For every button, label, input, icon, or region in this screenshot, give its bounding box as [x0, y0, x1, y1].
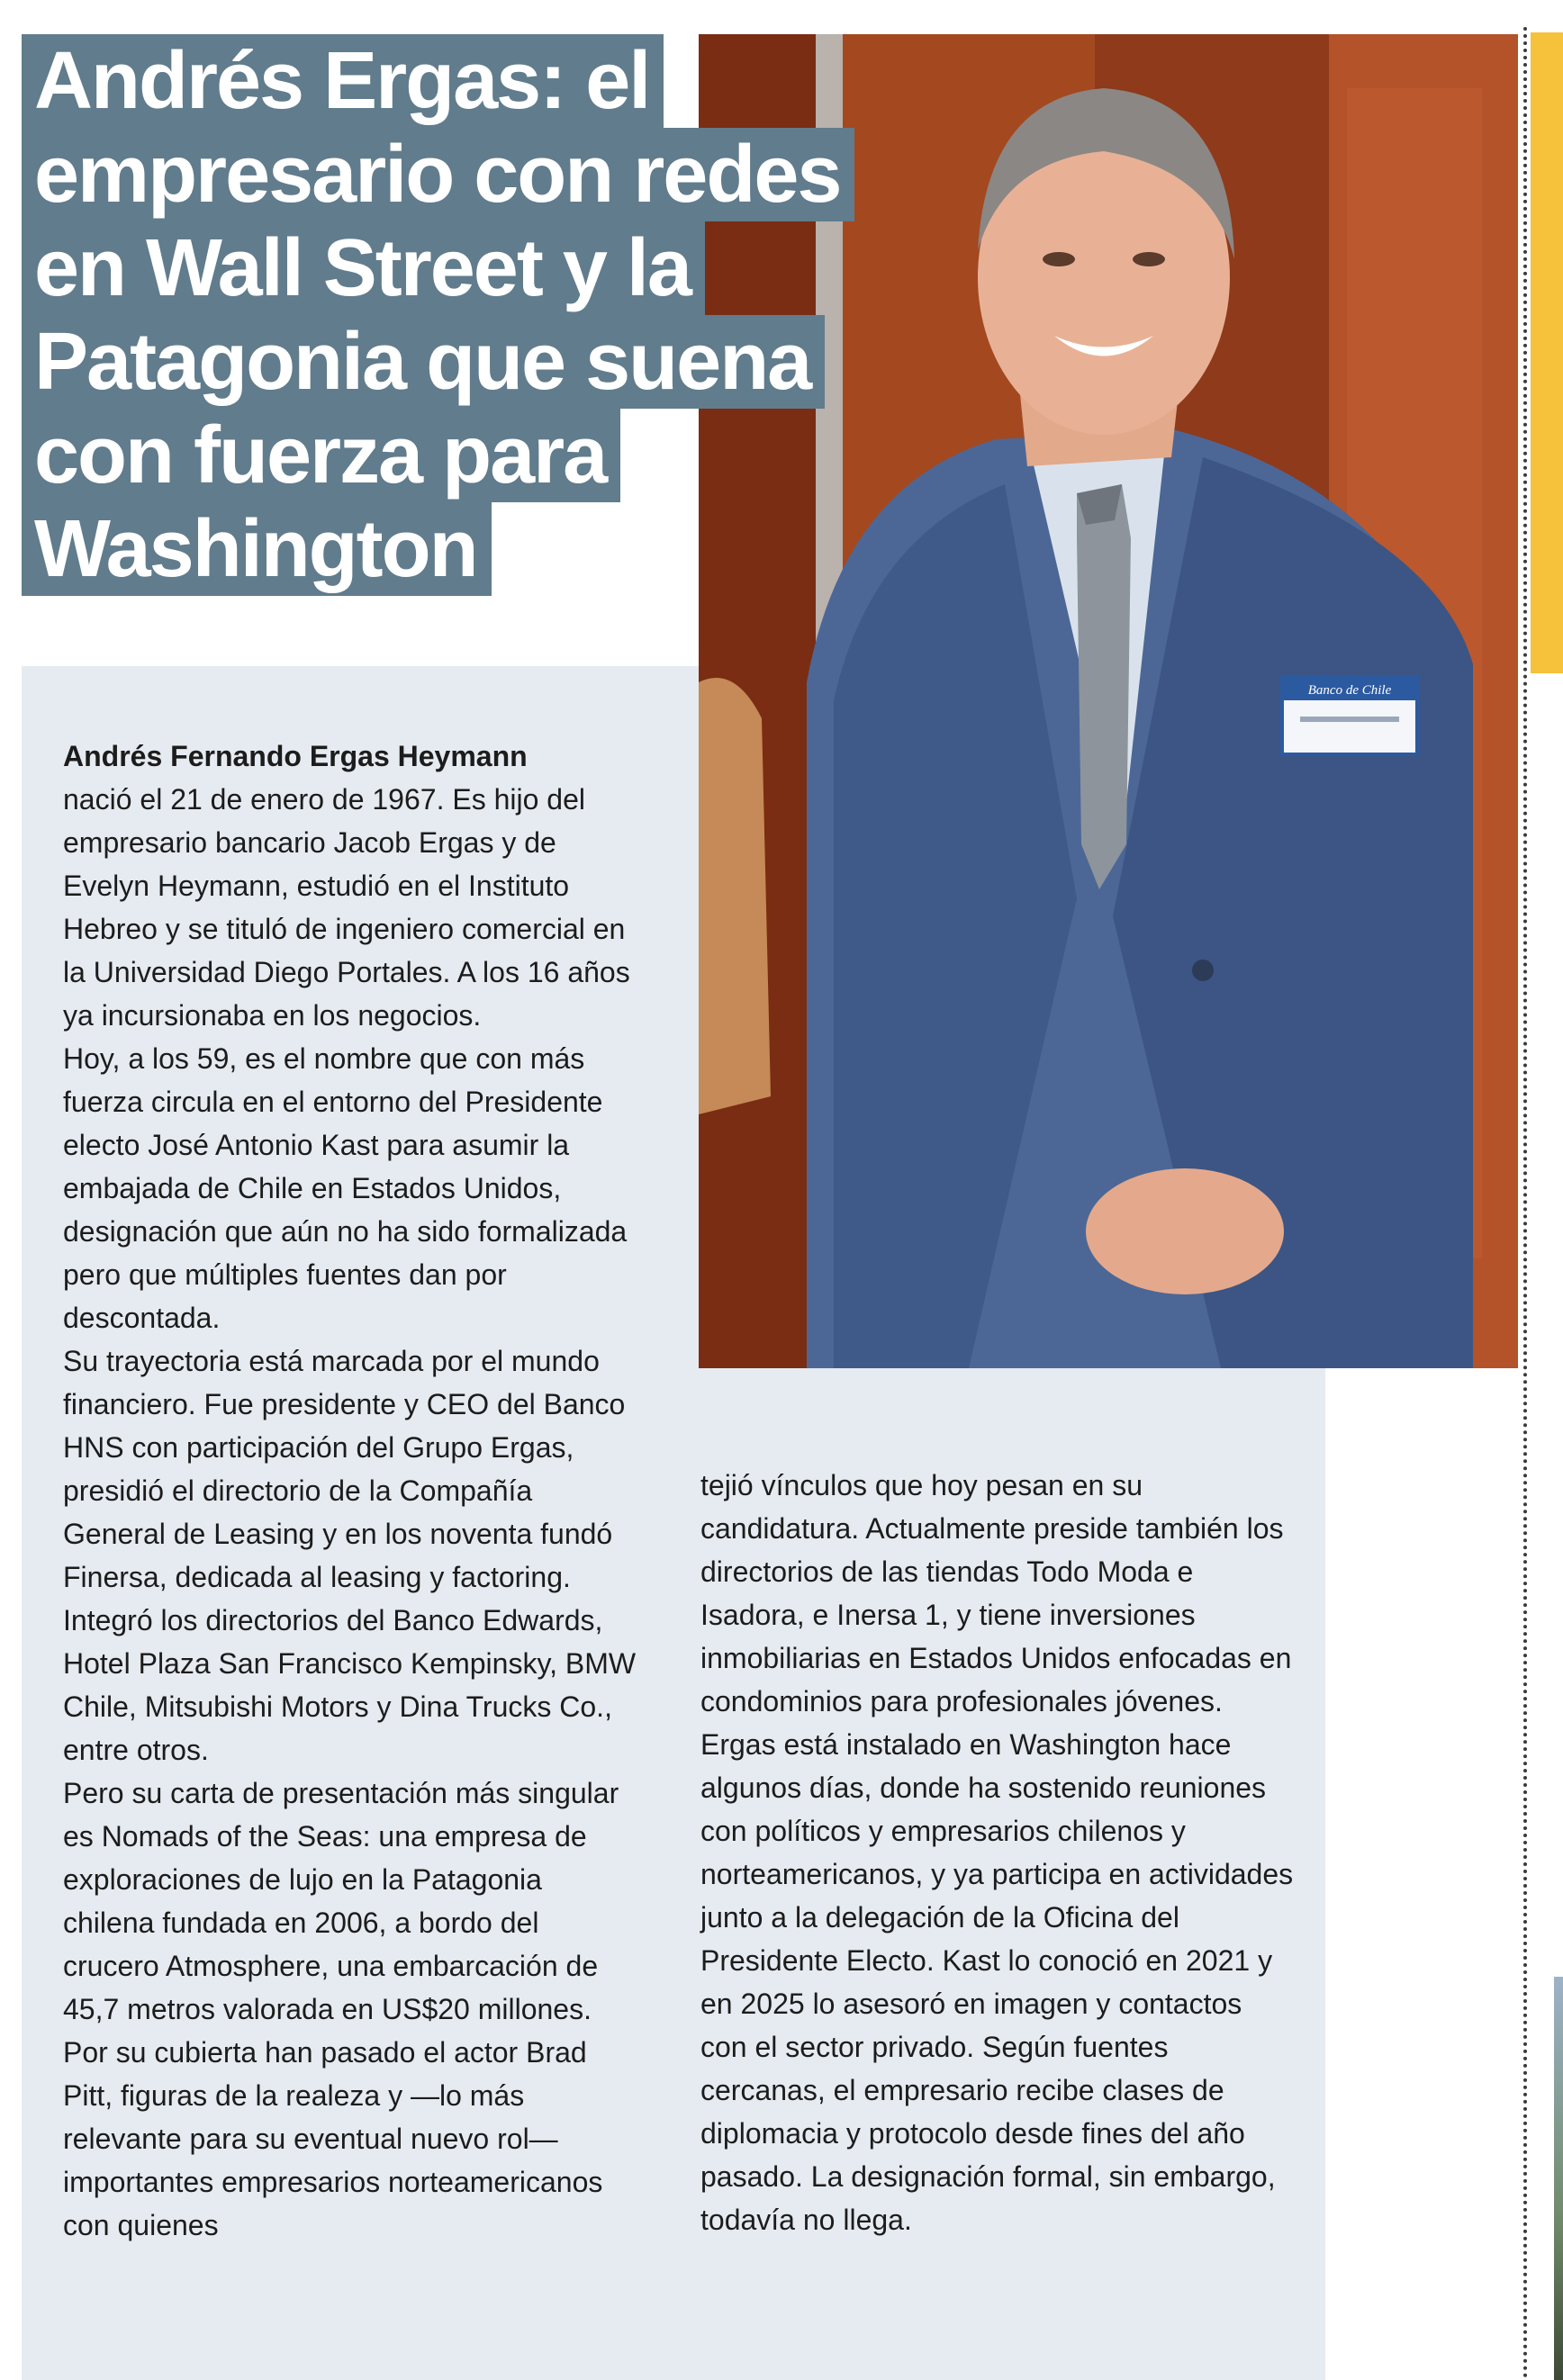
paragraph: Hoy, a los 59, es el nombre que con más fuerza circula en el entorno del Presidente electo José Antonio Kast para asumir la embajada de Chile en Estados Unidos, designación que aún no ha sido formalizada pero que múltiples fuentes dan por descontada. — [63, 1042, 628, 1334]
badge-text: Banco de Chile — [1307, 683, 1392, 698]
headline-line-2: empresario con redes — [22, 128, 854, 221]
paragraph: Pero su carta de presentación más singular es Nomads of the Seas: una empresa de exploraciones de lujo en la Patagonia chilena fundada en 2006, a bordo del crucero Atmosphere, una embarcación de 45,7 metros valorada en US$20 millones. Por su cubierta han pasado el actor Brad Pitt, figuras de la realeza y —lo más relevante para su eventual nuevo rol— importantes empresarios norteamericanos con quienes — [63, 1777, 619, 2241]
headline-line-3: en Wall Street y la — [22, 221, 705, 315]
headline-line-4: Patagonia que suena — [22, 315, 825, 409]
article-column-2 — [700, 1464, 1295, 2241]
adjacent-box-strip — [1531, 32, 1563, 673]
headline — [22, 34, 854, 596]
paragraph-text: nació el 21 de enero de 1967. Es hijo del empresario bancario Jacob Ergas y de Evelyn Heymann, estudió en el Instituto Hebreo y se tituló de ingeniero comercial en la Universidad Diego Portales. A los 16 años ya incursionaba en los negocios. — [63, 783, 630, 1032]
paragraph: tejió vínculos que hoy pesan en su candidatura. Actualmente preside también los directorios de las tiendas Todo Moda e Isadora, e Inersa 1, y tiene inversiones inmobiliarias en Estados Unidos enfocadas en condominios para profesionales jóvenes. — [700, 1469, 1292, 1717]
headline-line-1: Andrés Ergas: el — [22, 34, 664, 128]
paragraph: Su trayectoria está marcada por el mundo financiero. Fue presidente y CEO del Banco HNS con participación del Grupo Ergas, presidió el directorio de la Compañía General de Leasing y en los noventa fundó Finersa, dedicada al leasing y factoring. Integró los directorios del Banco Edwards, Hotel Plaza San Francisco Kempinsky, BMW Chile, Mitsubishi Motors y Dina Trucks Co., entre otros. — [63, 1345, 637, 1766]
headline-line-5: con fuerza para — [22, 409, 620, 502]
headline-line-6: Washington — [22, 502, 492, 596]
adjacent-photo-edge — [1554, 1977, 1563, 2380]
article-column-1 — [63, 735, 639, 2247]
column-divider — [1523, 27, 1527, 2380]
paragraph — [63, 735, 639, 1037]
lead-name: Andrés Fernando Ergas Heymann — [63, 740, 528, 772]
paragraph: Ergas está instalado en Washington hace algunos días, donde ha sostenido reuniones con políticos y empresarios chilenos y norteamericanos, y ya participa en actividades junto a la delegación de la Oficina del Presidente Electo. Kast lo conoció en 2021 y en 2025 lo asesoró en imagen y contactos con el sector privado. Según fuentes cercanas, el empresario recibe clases de diplomacia y protocolo desde fines del año pasado. La designación formal, sin embargo, todavía no llega. — [700, 1728, 1294, 2236]
